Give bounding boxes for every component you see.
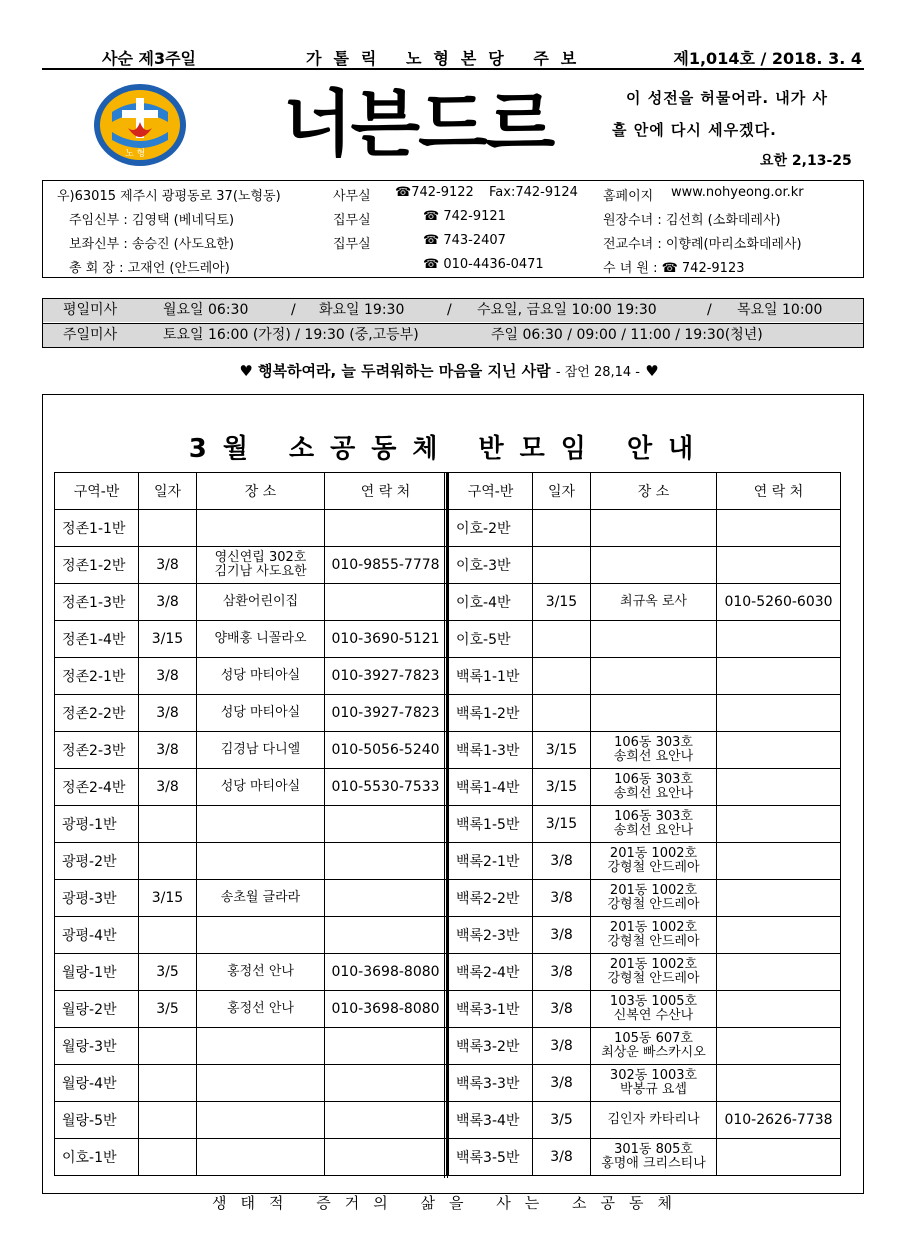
convent-phone: 수 녀 원 : ☎ 742-9123	[603, 261, 745, 276]
cell-contact	[325, 1102, 447, 1139]
cell-place	[591, 1139, 717, 1176]
mass-schedule	[42, 298, 864, 348]
cell-date: 3/5	[139, 991, 197, 1028]
assistant-phone: ☎ 743-2407	[423, 233, 506, 248]
slash-2: /	[447, 302, 452, 318]
cell-contact	[717, 547, 841, 584]
place-line-1: 성당 마티아실	[220, 779, 301, 794]
table-row	[55, 769, 447, 806]
col-date: 일자	[139, 473, 197, 510]
cell-date: 3/8	[533, 917, 591, 954]
cell-place	[591, 880, 717, 917]
cell-date	[533, 510, 591, 547]
cell-area: 백록3-3반	[449, 1065, 533, 1102]
cell-contact: 010-5260-6030	[717, 584, 841, 621]
cell-place	[197, 843, 325, 880]
verse-line-1: 이 성전을 허물어라. 내가 사	[626, 89, 828, 107]
place-line-1: 김경남 다니엘	[220, 742, 301, 757]
table-row	[449, 510, 841, 547]
place-line-2: 강형철 안드레아	[607, 897, 700, 912]
cell-date: 3/5	[533, 1102, 591, 1139]
col-place: 장 소	[591, 473, 717, 510]
cell-place	[591, 1065, 717, 1102]
cell-date: 3/5	[139, 954, 197, 991]
cell-contact: 010-2626-7738	[717, 1102, 841, 1139]
cell-place	[591, 991, 717, 1028]
cell-area: 정존1-4반	[55, 621, 139, 658]
place-line-1: 송초월 글라라	[220, 890, 301, 905]
place-line-2: 송희선 요안나	[613, 749, 694, 764]
cell-place	[197, 1065, 325, 1102]
table-row	[55, 732, 447, 769]
cell-date	[139, 1028, 197, 1065]
cell-area: 정존2-1반	[55, 658, 139, 695]
logo-text: 노 형	[125, 149, 146, 159]
pastor-room-label: 집무실	[333, 213, 371, 228]
cell-contact	[717, 843, 841, 880]
table-row	[449, 991, 841, 1028]
cell-date	[533, 547, 591, 584]
cell-area: 광평-1반	[55, 806, 139, 843]
place-line-2: 송희선 요안나	[613, 823, 694, 838]
cell-place	[591, 769, 717, 806]
cell-date: 3/8	[139, 658, 197, 695]
cell-date: 3/8	[139, 732, 197, 769]
cell-contact	[717, 1139, 841, 1176]
place-line-1: 홍정선 안나	[227, 1001, 294, 1016]
sunday-saturday: 토요일 16:00 (가정) / 19:30 (중,고등부)	[163, 327, 419, 343]
cell-date: 3/8	[139, 695, 197, 732]
table-row	[55, 954, 447, 991]
cell-contact: 010-9855-7778	[325, 547, 447, 584]
cell-place	[197, 769, 325, 806]
weekday-tue: 화요일 19:30	[319, 302, 405, 318]
cell-area: 백록2-1반	[449, 843, 533, 880]
col-area: 구역-반	[55, 473, 139, 510]
cell-date: 3/15	[533, 769, 591, 806]
cell-date: 3/15	[533, 806, 591, 843]
table-row	[449, 954, 841, 991]
cell-place	[591, 1102, 717, 1139]
cell-place	[591, 547, 717, 584]
cell-area: 백록3-4반	[449, 1102, 533, 1139]
place-line-1: 양배홍 니꼴라오	[214, 631, 307, 646]
cell-area: 백록3-1반	[449, 991, 533, 1028]
cell-place	[197, 732, 325, 769]
cell-place	[591, 806, 717, 843]
cell-date: 3/15	[533, 584, 591, 621]
table-row	[55, 510, 447, 547]
motto-reference: - 잠언 28,14 -	[555, 365, 640, 380]
cell-date: 3/8	[139, 584, 197, 621]
cell-place	[197, 547, 325, 584]
cell-date: 3/8	[533, 1028, 591, 1065]
schedule-table-right	[448, 472, 841, 1176]
assistant-room-label: 집무실	[333, 237, 371, 252]
cell-area: 월랑-4반	[55, 1065, 139, 1102]
cell-date	[533, 658, 591, 695]
cell-place	[591, 917, 717, 954]
place-line-2: 홍명애 크리스티나	[601, 1156, 706, 1171]
cell-date: 3/8	[533, 991, 591, 1028]
cell-area: 정존1-3반	[55, 584, 139, 621]
cell-contact	[717, 1065, 841, 1102]
place-line-1: 106동 303호	[614, 809, 693, 824]
col-contact: 연 락 처	[717, 473, 841, 510]
table-row	[449, 621, 841, 658]
cell-date: 3/8	[533, 1065, 591, 1102]
cell-contact: 010-5530-7533	[325, 769, 447, 806]
cell-contact	[717, 695, 841, 732]
cell-place	[197, 1028, 325, 1065]
issue-number: 제1,014호 / 2018. 3. 4	[673, 49, 862, 68]
cell-date: 3/15	[139, 621, 197, 658]
col-contact: 연 락 처	[325, 473, 447, 510]
cell-place	[591, 510, 717, 547]
cell-date	[139, 1102, 197, 1139]
cell-area: 월랑-1반	[55, 954, 139, 991]
cell-date	[139, 1065, 197, 1102]
place-line-1: 영신연립 302호	[214, 550, 307, 565]
cell-place	[197, 880, 325, 917]
table-row	[55, 843, 447, 880]
cell-contact	[717, 917, 841, 954]
cell-place	[197, 917, 325, 954]
place-line-1: 홍정선 안나	[227, 964, 294, 979]
cell-date: 3/8	[533, 880, 591, 917]
cell-area: 백록1-1반	[449, 658, 533, 695]
place-line-1: 201동 1002호	[609, 920, 698, 935]
masthead-title: 너븐드르	[283, 82, 554, 166]
table-row	[449, 1028, 841, 1065]
cell-contact: 010-3927-7823	[325, 695, 447, 732]
cell-area: 백록3-5반	[449, 1139, 533, 1176]
cell-contact	[325, 806, 447, 843]
cell-area: 백록2-3반	[449, 917, 533, 954]
cell-contact: 010-5056-5240	[325, 732, 447, 769]
cell-date	[139, 843, 197, 880]
cell-area: 백록3-2반	[449, 1028, 533, 1065]
place-line-2: 강형철 안드레아	[607, 860, 700, 875]
cell-contact	[717, 510, 841, 547]
cell-area: 백록2-2반	[449, 880, 533, 917]
cell-date: 3/8	[533, 843, 591, 880]
place-line-1: 최규옥 로사	[620, 594, 687, 609]
cell-contact	[325, 917, 447, 954]
cell-contact	[325, 1028, 447, 1065]
table-row	[55, 1028, 447, 1065]
cell-contact: 010-3698-8080	[325, 991, 447, 1028]
table-row	[55, 658, 447, 695]
cell-place	[591, 584, 717, 621]
cell-area: 이호-3반	[449, 547, 533, 584]
table-row	[449, 732, 841, 769]
cell-place	[197, 621, 325, 658]
cell-contact	[717, 732, 841, 769]
cell-area: 광평-4반	[55, 917, 139, 954]
cell-area: 백록1-4반	[449, 769, 533, 806]
table-row	[55, 621, 447, 658]
cell-place	[591, 732, 717, 769]
cell-area: 월랑-2반	[55, 991, 139, 1028]
table-row	[449, 695, 841, 732]
cell-contact	[717, 954, 841, 991]
table-row	[55, 584, 447, 621]
cell-contact	[717, 1028, 841, 1065]
place-line-1: 201동 1002호	[609, 883, 698, 898]
weekday-wedfri: 수요일, 금요일 10:00 19:30	[477, 302, 657, 318]
cell-place	[197, 991, 325, 1028]
table-row	[55, 547, 447, 584]
cell-area: 월랑-5반	[55, 1102, 139, 1139]
masthead-verse	[612, 82, 862, 146]
cell-area: 백록1-2반	[449, 695, 533, 732]
cell-date	[139, 917, 197, 954]
cell-area: 백록1-3반	[449, 732, 533, 769]
superior-sister: 원장수녀 : 김선희 (소화데레사)	[603, 213, 781, 228]
table-row	[55, 880, 447, 917]
cell-area: 정존2-2반	[55, 695, 139, 732]
col-date: 일자	[533, 473, 591, 510]
cell-contact: 010-3927-7823	[325, 658, 447, 695]
col-place: 장 소	[197, 473, 325, 510]
table-row	[449, 769, 841, 806]
place-line-1: 성당 마티아실	[220, 668, 301, 683]
motto-text: 행복하여라, 늘 두려워하는 마음을 지닌 사람	[258, 362, 551, 380]
place-line-2: 최상운 빠스카시오	[601, 1045, 706, 1060]
office-label: 사무실	[333, 189, 371, 204]
cell-date: 3/15	[533, 732, 591, 769]
cell-contact: 010-3690-5121	[325, 621, 447, 658]
cell-area: 정존2-3반	[55, 732, 139, 769]
cell-contact	[325, 843, 447, 880]
cell-contact	[717, 806, 841, 843]
cell-place	[591, 1028, 717, 1065]
sunday-mass-label: 주일미사	[63, 327, 118, 343]
cell-area: 월랑-3반	[55, 1028, 139, 1065]
table-row	[449, 658, 841, 695]
cell-contact	[325, 584, 447, 621]
homepage-link[interactable]: www.nohyeong.or.kr	[671, 185, 804, 200]
cell-date	[139, 510, 197, 547]
place-line-2: 강형철 안드레아	[607, 934, 700, 949]
cell-date: 3/8	[533, 1139, 591, 1176]
cell-contact: 010-3698-8080	[325, 954, 447, 991]
cell-date: 3/15	[139, 880, 197, 917]
place-line-1: 201동 1002호	[609, 846, 698, 861]
cell-area: 광평-3반	[55, 880, 139, 917]
cell-area: 이호-5반	[449, 621, 533, 658]
liturgical-week: 사순 제3주일	[102, 49, 196, 68]
motto	[0, 360, 898, 381]
cell-area: 광평-2반	[55, 843, 139, 880]
cell-contact	[717, 880, 841, 917]
cell-place	[591, 658, 717, 695]
council-phone: ☎ 010-4436-0471	[423, 257, 544, 272]
place-line-2: 김기남 사도요한	[214, 564, 307, 579]
cell-area: 이호-2반	[449, 510, 533, 547]
cell-date	[533, 621, 591, 658]
cell-date	[533, 695, 591, 732]
place-line-1: 성당 마티아실	[220, 705, 301, 720]
pastor: 주임신부 : 김영택 (베네딕토)	[69, 213, 235, 228]
col-area: 구역-반	[449, 473, 533, 510]
parish-info-box	[42, 180, 864, 278]
verse-reference: 요한 2,13-25	[760, 153, 852, 169]
cell-contact	[717, 621, 841, 658]
bulletin-header	[42, 44, 864, 70]
cell-place	[197, 695, 325, 732]
cell-contact	[325, 510, 447, 547]
table-header-row	[55, 473, 447, 510]
office-fax: Fax:742-9124	[489, 185, 578, 200]
cell-place	[197, 954, 325, 991]
heart-icon: ♥	[239, 362, 253, 380]
table-row	[55, 917, 447, 954]
verse-line-2: 흘 안에 다시 세우겠다.	[612, 121, 777, 139]
cell-place	[197, 1102, 325, 1139]
parish-logo-icon	[92, 82, 188, 168]
table-row	[449, 547, 841, 584]
cell-place	[197, 510, 325, 547]
cell-place	[197, 1139, 325, 1176]
sunday-sunday: 주일 06:30 / 09:00 / 11:00 / 19:30(청년)	[491, 327, 763, 343]
notice-title: 3월 소공동체 반모임 안내	[188, 434, 710, 464]
cell-place	[197, 658, 325, 695]
cell-place	[197, 584, 325, 621]
cell-place	[591, 695, 717, 732]
footer-slogan: 생태적 증거의 삶을 사는 소공동체	[212, 1194, 686, 1212]
cell-contact	[717, 658, 841, 695]
table-row	[55, 1065, 447, 1102]
place-line-1: 302동 1003호	[609, 1068, 698, 1083]
mission-sister: 전교수녀 : 이향례(마리소화데레사)	[603, 237, 802, 252]
place-line-1: 106동 303호	[614, 772, 693, 787]
office-phone: ☎742-9122	[395, 185, 474, 200]
table-row	[449, 584, 841, 621]
cell-area: 정존1-2반	[55, 547, 139, 584]
cell-place	[197, 806, 325, 843]
table-row	[55, 806, 447, 843]
cell-contact	[717, 991, 841, 1028]
bulletin-name: 가톨릭 노형본당 주보	[306, 49, 589, 68]
table-row	[449, 843, 841, 880]
cell-date: 3/8	[533, 954, 591, 991]
table-row	[449, 880, 841, 917]
cell-date: 3/8	[139, 769, 197, 806]
place-line-1: 김인자 카타리나	[607, 1112, 700, 1127]
table-row	[55, 1102, 447, 1139]
pastor-phone: ☎ 742-9121	[423, 209, 506, 224]
weekday-mon: 월요일 06:30	[163, 302, 249, 318]
cell-place	[591, 954, 717, 991]
table-row	[449, 1102, 841, 1139]
place-line-1: 삼환어린이집	[222, 594, 299, 609]
parish-logo	[92, 82, 188, 168]
table-header-row	[449, 473, 841, 510]
table-row	[55, 991, 447, 1028]
cell-area: 백록1-5반	[449, 806, 533, 843]
schedule-table-left	[54, 472, 447, 1176]
place-line-2: 송희선 요안나	[613, 786, 694, 801]
table-row	[449, 917, 841, 954]
table-row	[55, 695, 447, 732]
council-president: 총 회 장 : 고재언 (안드레아)	[69, 261, 230, 276]
cell-contact	[325, 1139, 447, 1176]
cell-contact	[325, 1065, 447, 1102]
place-line-1: 106동 303호	[614, 735, 693, 750]
weekday-thu: 목요일 10:00	[737, 302, 823, 318]
cell-area: 이호-1반	[55, 1139, 139, 1176]
place-line-1: 103동 1005호	[609, 994, 698, 1009]
weekday-mass-row	[43, 299, 863, 322]
sunday-mass-row	[43, 323, 863, 347]
place-line-1: 105동 607호	[614, 1031, 693, 1046]
cell-area: 이호-4반	[449, 584, 533, 621]
place-line-1: 301동 805호	[614, 1142, 693, 1157]
place-line-2: 박봉규 요셉	[620, 1082, 687, 1097]
cell-place	[591, 621, 717, 658]
place-line-2: 강형철 안드레아	[607, 971, 700, 986]
assistant-pastor: 보좌신부 : 송승진 (사도요한)	[69, 237, 235, 252]
address: 우)63015 제주시 광평동로 37(노형동)	[57, 189, 281, 204]
table-row	[449, 1139, 841, 1176]
cell-contact	[325, 880, 447, 917]
cell-contact	[717, 769, 841, 806]
place-line-2: 신복연 수산나	[613, 1008, 694, 1023]
cell-area: 정존2-4반	[55, 769, 139, 806]
heart-icon: ♥	[645, 362, 659, 380]
table-row	[449, 806, 841, 843]
table-row	[55, 1139, 447, 1176]
cell-area: 정존1-1반	[55, 510, 139, 547]
slash-3: /	[707, 302, 712, 318]
place-line-1: 201동 1002호	[609, 957, 698, 972]
cell-area: 백록2-4반	[449, 954, 533, 991]
cell-place	[591, 843, 717, 880]
cell-date: 3/8	[139, 547, 197, 584]
table-row	[449, 1065, 841, 1102]
slash-1: /	[291, 302, 296, 318]
homepage-label: 홈페이지	[603, 189, 654, 204]
cell-date	[139, 806, 197, 843]
weekday-mass-label: 평일미사	[63, 302, 118, 318]
cell-date	[139, 1139, 197, 1176]
